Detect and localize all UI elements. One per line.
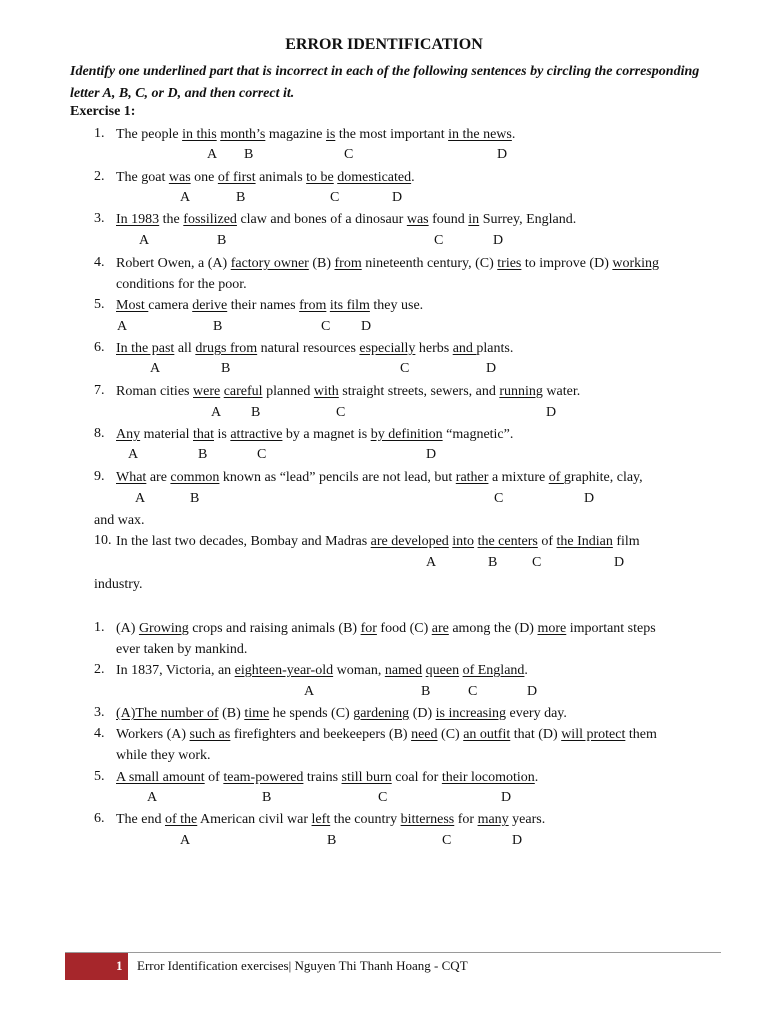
underlined-option: fossilized (183, 212, 237, 227)
underlined-option: to be (306, 170, 334, 185)
page-title: ERROR IDENTIFICATION (285, 36, 483, 53)
question-sentence: A small amount of team-powered trains still burn coal for their locomotion. (116, 770, 539, 785)
option-letter-d[interactable]: D (614, 555, 625, 570)
option-letter-a[interactable]: A (135, 491, 146, 506)
option-letter-b[interactable]: B (213, 319, 223, 334)
underlined-option: many (477, 812, 509, 827)
option-letter-d[interactable]: D (512, 833, 523, 848)
underlined-option: eighteen-year-old (234, 663, 334, 678)
underlined-option: need (411, 727, 438, 742)
option-letter-d[interactable]: D (497, 147, 508, 162)
option-letter-b[interactable]: B (262, 790, 272, 805)
option-letter-a[interactable]: A (128, 447, 139, 462)
underlined-option: the Indian (556, 534, 613, 549)
option-letter-d[interactable]: D (392, 190, 403, 205)
underlined-option: What (116, 470, 147, 485)
option-letter-d[interactable]: D (527, 684, 538, 699)
underlined-option: were (193, 384, 221, 399)
question-sentence: In the past all drugs from natural resources especially herbs and plants. (116, 341, 514, 356)
option-letter-b[interactable]: B (236, 190, 246, 205)
underlined-option: domesticated (337, 170, 412, 185)
question-sentence: Robert Owen, a (A) factory owner (B) from nineteenth century, (C) tries to improve (D) working (116, 256, 660, 271)
underlined-option: Most (116, 298, 149, 313)
underlined-option: bitterness (400, 812, 455, 827)
option-letter-b[interactable]: B (421, 684, 431, 699)
option-letter-a[interactable]: A (426, 555, 437, 570)
option-letter-c[interactable]: C (494, 491, 504, 506)
footer-text: Error Identification exercises| Nguyen Thi Thanh Hoang - CQT (137, 958, 468, 973)
option-letter-a[interactable]: A (147, 790, 158, 805)
question-continuation: and wax. (94, 513, 145, 528)
option-letter-b[interactable]: B (190, 491, 200, 506)
question-sentence: Roman cities were careful planned with straight streets, sewers, and running water. (116, 384, 581, 399)
underlined-option: and (452, 341, 477, 356)
underlined-option: Growing (138, 621, 189, 636)
question-continuation: conditions for the poor. (116, 277, 247, 292)
footer-divider (65, 952, 721, 953)
question-sentence: The end of the American civil war left the country bitterness for many years. (116, 812, 546, 827)
instructions: Identify one underlined part that is incorrect in each of the following sentences by circling the corresponding letter A, B, C, or D, and then correct it. (70, 64, 700, 101)
question-sentence: In 1983 the fossilized claw and bones of a dinosaur was found in Surrey, England. (116, 212, 577, 227)
underlined-option: named (384, 663, 423, 678)
question-continuation: while they work. (116, 748, 211, 763)
question-sentence: In 1837, Victoria, an eighteen-year-old woman, named queen of England. (116, 663, 528, 678)
option-letter-d[interactable]: D (493, 233, 504, 248)
option-letter-d[interactable]: D (486, 361, 497, 376)
underlined-option: time (244, 706, 270, 721)
question-number: 4. (94, 255, 105, 270)
question-number: 10. (94, 533, 112, 548)
underlined-option: of first (217, 170, 256, 185)
question-number: 1. (94, 620, 105, 635)
question-sentence: What are common known as “lead” pencils are not lead, but rather a mixture of graphite, clay, (116, 470, 643, 485)
underlined-option: such as (189, 727, 231, 742)
option-letter-b[interactable]: B (244, 147, 254, 162)
underlined-option: their locomotion (441, 770, 535, 785)
question-sentence: In the last two decades, Bombay and Madras are developed into the centers of the Indian film (116, 534, 640, 549)
underlined-option: Any (116, 427, 141, 442)
underlined-option: tries (497, 256, 522, 271)
underlined-option: In the past (116, 341, 175, 356)
underlined-option: from (299, 298, 327, 313)
question-number: 3. (94, 211, 105, 226)
question-continuation: industry. (94, 577, 143, 592)
question-number: 4. (94, 726, 105, 741)
underlined-option: of the (164, 812, 198, 827)
question-number: 6. (94, 340, 105, 355)
underlined-option: from (334, 256, 362, 271)
option-letter-c[interactable]: C (532, 555, 542, 570)
option-letter-c[interactable]: C (330, 190, 340, 205)
question-number: 5. (94, 769, 105, 784)
option-letter-c[interactable]: C (442, 833, 452, 848)
underlined-option: with (313, 384, 339, 399)
question-continuation: ever taken by mankind. (116, 642, 248, 657)
option-letter-d[interactable]: D (546, 405, 557, 420)
option-letter-c[interactable]: C (378, 790, 388, 805)
underlined-option: the centers (477, 534, 538, 549)
underlined-option: its film (329, 298, 370, 313)
option-letter-b[interactable]: B (327, 833, 337, 848)
underlined-option: was (168, 170, 191, 185)
option-letter-b[interactable]: B (198, 447, 208, 462)
underlined-option: more (537, 621, 567, 636)
underlined-option: derive (192, 298, 228, 313)
option-letter-c[interactable]: C (257, 447, 267, 462)
option-letter-c[interactable]: C (400, 361, 410, 376)
underlined-option: queen (425, 663, 460, 678)
underlined-option: are developed (370, 534, 449, 549)
underlined-option: rather (455, 470, 489, 485)
question-number: 1. (94, 126, 105, 141)
underlined-option: of England (462, 663, 525, 678)
option-letter-c[interactable]: C (321, 319, 331, 334)
question-sentence: The people in this month’s magazine is the most important in the news. (116, 127, 516, 142)
underlined-option: careful (223, 384, 263, 399)
option-letter-a[interactable]: A (304, 684, 315, 699)
option-letter-d[interactable]: D (361, 319, 372, 334)
underlined-option: for (360, 621, 377, 636)
question-sentence: The goat was one of first animals to be domesticated. (116, 170, 415, 185)
underlined-option: attractive (230, 427, 283, 442)
underlined-option: into (452, 534, 475, 549)
question-sentence: (A)The number of (B) time he spends (C) gardening (D) is increasing every day. (116, 706, 567, 721)
question-number: 9. (94, 469, 105, 484)
underlined-option: especially (359, 341, 416, 356)
question-number: 7. (94, 383, 105, 398)
underlined-option: is (325, 127, 336, 142)
underlined-option: A small amount (116, 770, 205, 785)
option-letter-a[interactable]: A (150, 361, 161, 376)
option-letter-d[interactable]: D (426, 447, 437, 462)
underlined-option: by definition (370, 427, 443, 442)
underlined-option: In 1983 (116, 212, 160, 227)
underlined-option: of (548, 470, 564, 485)
option-letter-b[interactable]: B (488, 555, 498, 570)
question-number: 8. (94, 426, 105, 441)
underlined-option: an outfit (463, 727, 511, 742)
underlined-option: (A)The number of (116, 706, 219, 721)
underlined-option: gardening (353, 706, 410, 721)
underlined-option: common (170, 470, 220, 485)
underlined-option: left (311, 812, 331, 827)
option-letter-b[interactable]: B (221, 361, 231, 376)
question-sentence: (A) Growing crops and raising animals (B) for food (C) are among the (D) more important steps (116, 621, 656, 636)
option-letter-a[interactable]: A (207, 147, 218, 162)
underlined-option: that (193, 427, 214, 442)
exercise-label: Exercise 1: (70, 104, 136, 119)
option-letter-c[interactable]: C (336, 405, 346, 420)
question-number: 6. (94, 811, 105, 826)
underlined-option: running (499, 384, 543, 399)
option-letter-a[interactable]: A (211, 405, 222, 420)
option-letter-a[interactable]: A (180, 833, 191, 848)
question-number: 3. (94, 705, 105, 720)
question-sentence: Workers (A) such as firefighters and beekeepers (B) need (C) an outfit that (D) will protect them (116, 727, 657, 742)
option-letter-c[interactable]: C (468, 684, 478, 699)
underlined-option: still burn (341, 770, 392, 785)
underlined-option: working (612, 256, 660, 271)
question-number: 5. (94, 297, 105, 312)
option-letter-d[interactable]: D (501, 790, 512, 805)
page-number: 1 (116, 958, 123, 973)
underlined-option: team-powered (223, 770, 304, 785)
option-letter-b[interactable]: B (251, 405, 261, 420)
question-sentence: Most camera derive their names from its film they use. (116, 298, 424, 313)
option-letter-a[interactable]: A (139, 233, 150, 248)
underlined-option: in this (182, 127, 217, 142)
option-letter-c[interactable]: C (344, 147, 354, 162)
option-letter-a[interactable]: A (180, 190, 191, 205)
underlined-option: drugs from (195, 341, 258, 356)
underlined-option: will protect (561, 727, 626, 742)
question-number: 2. (94, 169, 105, 184)
underlined-option: was (406, 212, 429, 227)
underlined-option: in (468, 212, 480, 227)
underlined-option: month’s (220, 127, 266, 142)
underlined-option: is increasing (435, 706, 506, 721)
option-letter-b[interactable]: B (217, 233, 227, 248)
underlined-option: in the news (448, 127, 512, 142)
question-number: 2. (94, 662, 105, 677)
underlined-option: factory owner (230, 256, 309, 271)
option-letter-d[interactable]: D (584, 491, 595, 506)
option-letter-c[interactable]: C (434, 233, 444, 248)
underlined-option: are (431, 621, 449, 636)
option-letter-a[interactable]: A (117, 319, 128, 334)
question-sentence: Any material that is attractive by a magnet is by definition “magnetic”. (116, 427, 514, 442)
